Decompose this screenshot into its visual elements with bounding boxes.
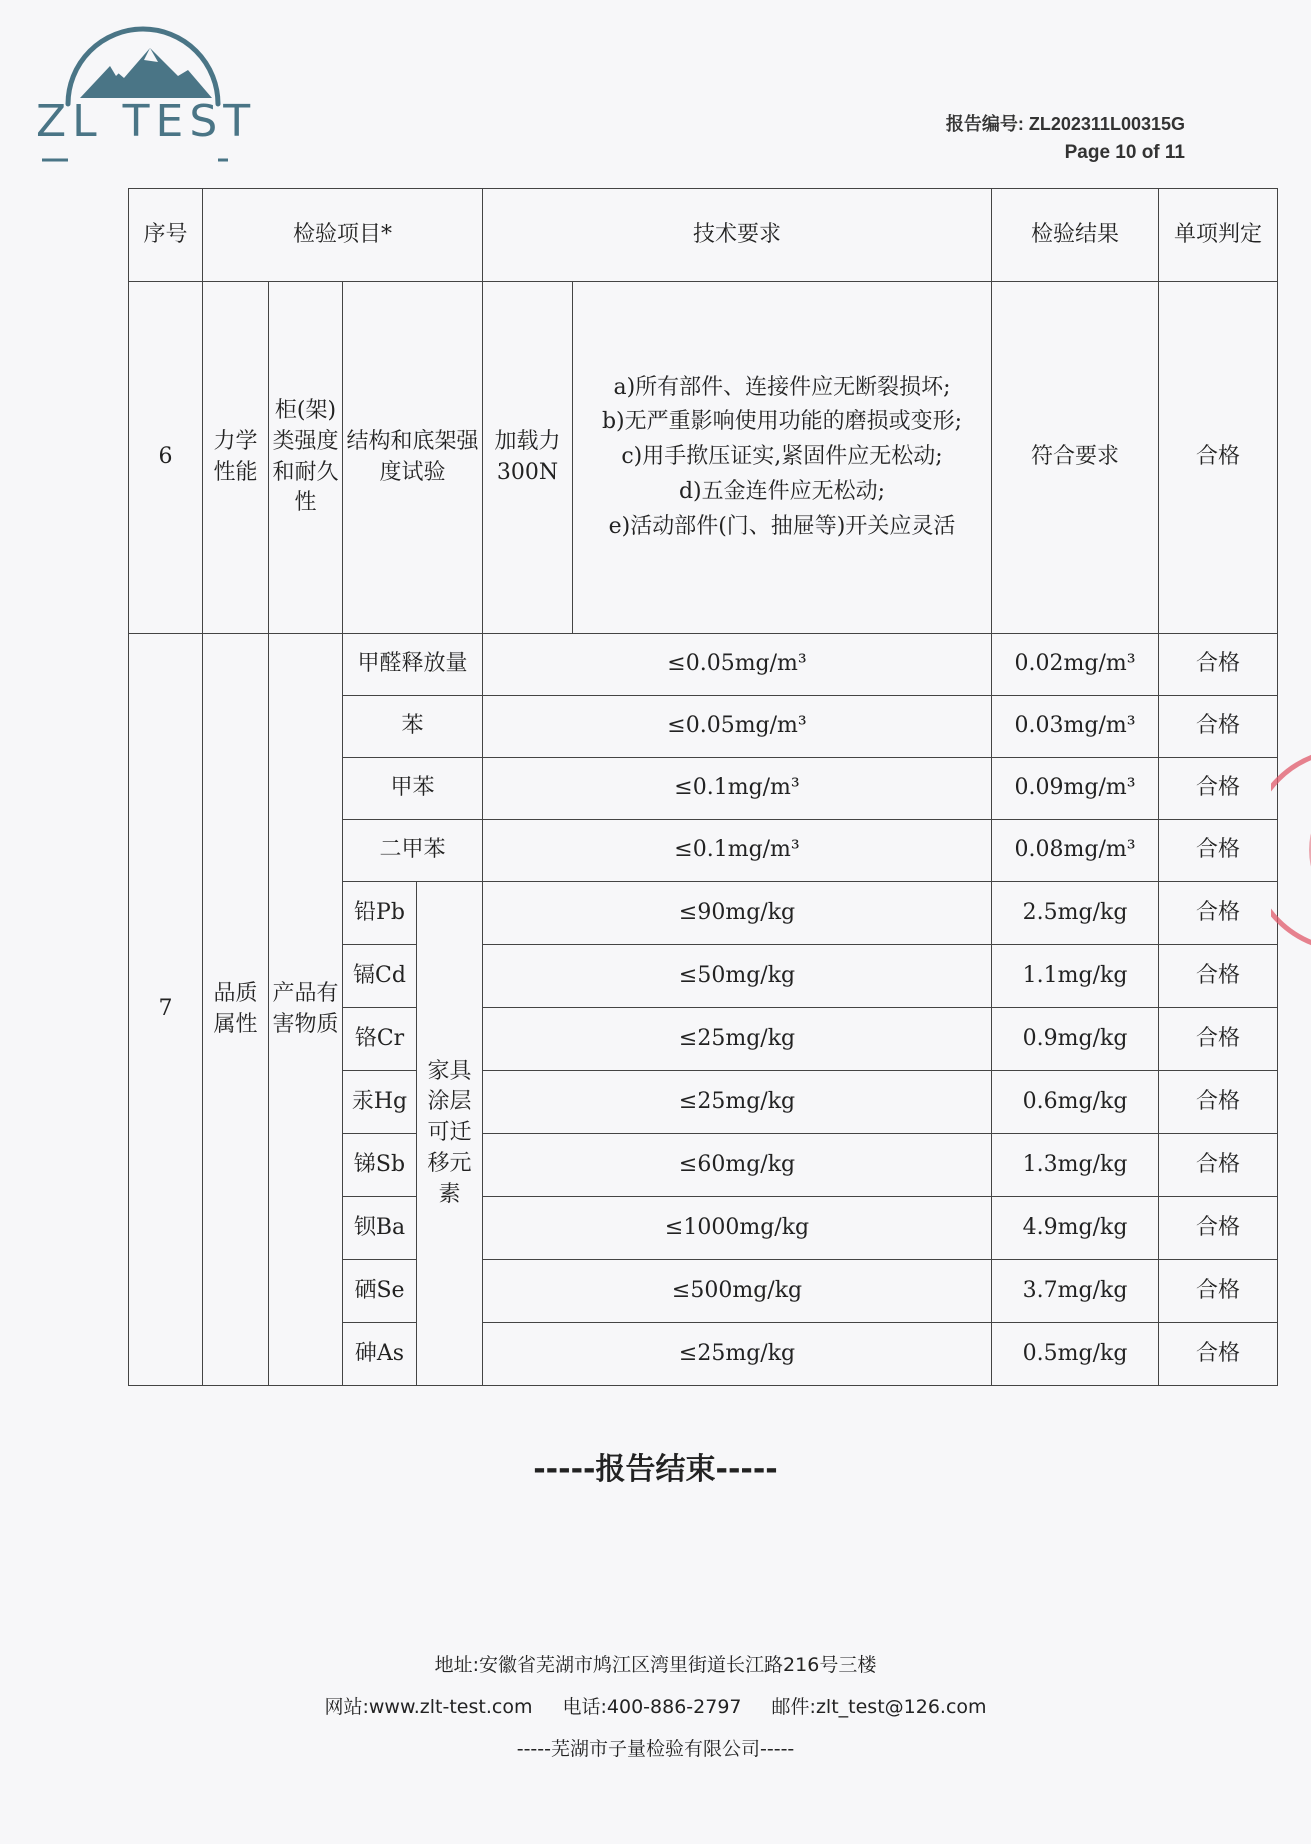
row-item: 锑Sb — [343, 1134, 417, 1197]
requirement-line: c)用手揿压证实,紧固件应无松动; — [621, 444, 943, 470]
footer-company: -----芜湖市子量检验有限公司----- — [516, 1738, 795, 1760]
inspection-table — [128, 188, 1278, 1386]
row-result: 0.03mg/m³ — [992, 696, 1159, 758]
row-category: 力学性能 — [203, 282, 269, 634]
row-item: 甲苯 — [343, 758, 483, 820]
table-row — [129, 282, 1278, 634]
footer-contact — [0, 1692, 1311, 1719]
row-subcategory: 柜(架)类强度和耐久性 — [269, 282, 343, 634]
table-row — [129, 634, 1278, 696]
row-category: 品质属性 — [203, 634, 269, 1386]
row-result: 0.08mg/m³ — [992, 820, 1159, 882]
row-result: 0.09mg/m³ — [992, 758, 1159, 820]
header-verdict: 单项判定 — [1159, 189, 1278, 282]
row-requirement: ≤25mg/kg — [483, 1008, 992, 1071]
page-number: Page 10 of 11 — [1064, 142, 1185, 163]
row-verdict: 合格 — [1159, 282, 1278, 634]
row-result: 4.9mg/kg — [992, 1197, 1159, 1260]
header-requirement: 技术要求 — [483, 189, 992, 282]
footer-website: 网站:www.zlt-test.com — [324, 1696, 533, 1718]
row-item: 镉Cd — [343, 945, 417, 1008]
row-verdict: 合格 — [1159, 634, 1278, 696]
row-verdict: 合格 — [1159, 696, 1278, 758]
row-requirement: ≤0.1mg/m³ — [483, 758, 992, 820]
row-result: 1.1mg/kg — [992, 945, 1159, 1008]
requirement-line: d)五金连件应无松动; — [678, 478, 886, 504]
header-no: 序号 — [129, 189, 203, 282]
row-verdict: 合格 — [1159, 1260, 1278, 1323]
row-requirement: ≤50mg/kg — [483, 945, 992, 1008]
footer-phone: 电话:400-886-2797 — [562, 1696, 742, 1718]
row-requirement: ≤0.05mg/m³ — [483, 696, 992, 758]
row-item: 铬Cr — [343, 1008, 417, 1071]
footer-email: 邮件:zlt_test@126.com — [771, 1696, 987, 1718]
table-header-row — [129, 189, 1278, 282]
header-item: 检验项目* — [203, 189, 483, 282]
row-item: 砷As — [343, 1323, 417, 1386]
row-verdict: 合格 — [1159, 1197, 1278, 1260]
row-requirement: ≤25mg/kg — [483, 1323, 992, 1386]
header-result: 检验结果 — [992, 189, 1159, 282]
requirement-line: e)活动部件(门、抽屉等)开关应灵活 — [608, 513, 956, 539]
row-verdict: 合格 — [1159, 1134, 1278, 1197]
row-result: 0.9mg/kg — [992, 1008, 1159, 1071]
row-no: 7 — [129, 634, 203, 1386]
row-item: 甲醛释放量 — [343, 634, 483, 696]
row-result: 0.6mg/kg — [992, 1071, 1159, 1134]
row-item: 苯 — [343, 696, 483, 758]
row-requirement: ≤90mg/kg — [483, 882, 992, 945]
row-item: 结构和底架强度试验 — [343, 282, 483, 634]
row-requirement: ≤500mg/kg — [483, 1260, 992, 1323]
row-item: 钡Ba — [343, 1197, 417, 1260]
requirement-line: b)无严重影响使用功能的磨损或变形; — [601, 409, 963, 435]
row-verdict: 合格 — [1159, 882, 1278, 945]
requirement-line: a)所有部件、连接件应无断裂损坏; — [613, 374, 951, 400]
row-subcategory: 产品有害物质 — [269, 634, 343, 1386]
row-item: 硒Se — [343, 1260, 417, 1323]
row-result: 3.7mg/kg — [992, 1260, 1159, 1323]
row-item: 二甲苯 — [343, 820, 483, 882]
row-item: 汞Hg — [343, 1071, 417, 1134]
row-result: 0.5mg/kg — [992, 1323, 1159, 1386]
row-verdict: 合格 — [1159, 945, 1278, 1008]
row-requirement: ≤60mg/kg — [483, 1134, 992, 1197]
row-result: 1.3mg/kg — [992, 1134, 1159, 1197]
row-condition: 加载力300N — [483, 282, 573, 634]
row-requirements — [573, 282, 992, 634]
row-result: 0.02mg/m³ — [992, 634, 1159, 696]
row-requirement: ≤1000mg/kg — [483, 1197, 992, 1260]
row-requirement: ≤0.05mg/m³ — [483, 634, 992, 696]
row-requirement: ≤25mg/kg — [483, 1071, 992, 1134]
row-verdict: 合格 — [1159, 758, 1278, 820]
seal-stamp-icon — [1271, 740, 1311, 960]
logo-text: ZL TEST — [36, 96, 257, 147]
row-verdict: 合格 — [1159, 820, 1278, 882]
row-result: 2.5mg/kg — [992, 882, 1159, 945]
row-no: 6 — [129, 282, 203, 634]
row-verdict: 合格 — [1159, 1323, 1278, 1386]
row-verdict: 合格 — [1159, 1008, 1278, 1071]
row-result: 符合要求 — [992, 282, 1159, 634]
row-requirement: ≤0.1mg/m³ — [483, 820, 992, 882]
report-number: 报告编号: ZL202311L00315G — [945, 114, 1185, 134]
footer-address: 地址:安徽省芜湖市鸠江区湾里街道长江路216号三楼 — [434, 1654, 877, 1676]
report-end-marker: -----报告结束----- — [533, 1452, 778, 1487]
row-group: 家具涂层可迁移元素 — [417, 882, 483, 1386]
row-verdict: 合格 — [1159, 1071, 1278, 1134]
row-item: 铅Pb — [343, 882, 417, 945]
